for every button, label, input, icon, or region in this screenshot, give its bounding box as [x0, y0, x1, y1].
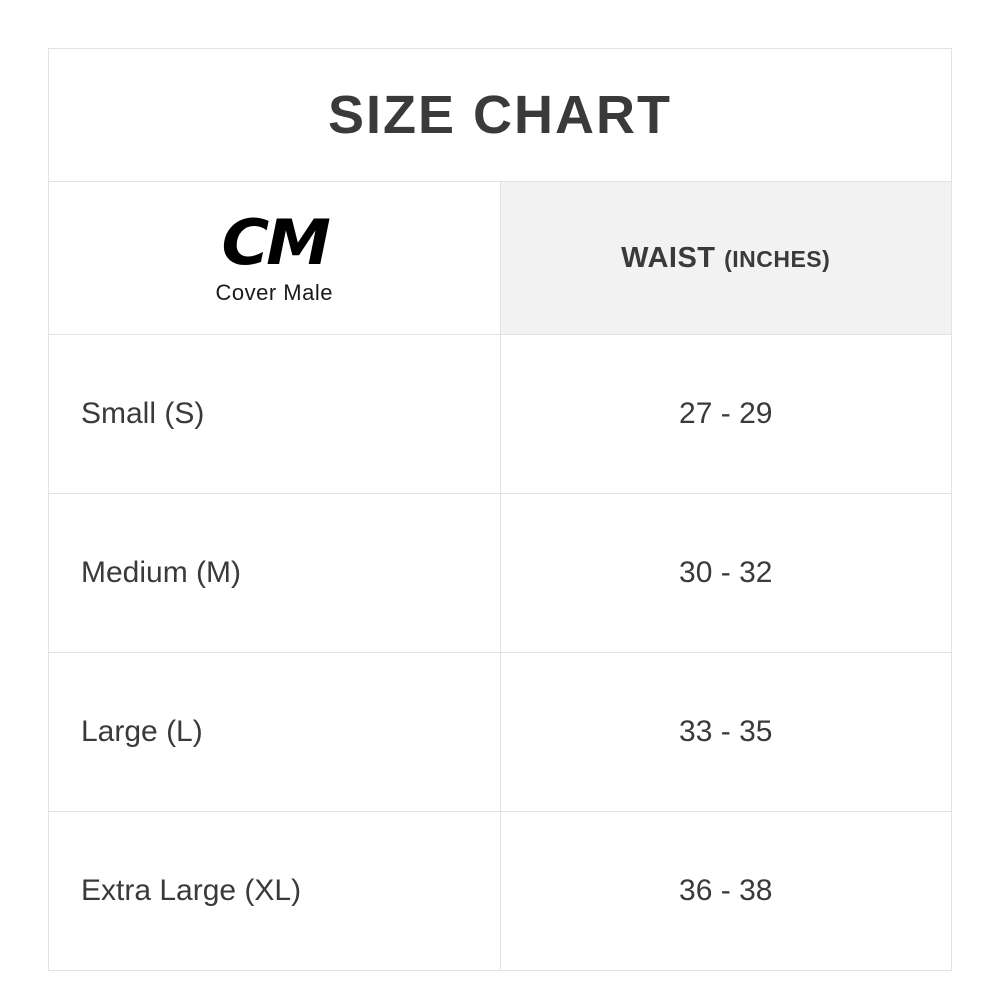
title-row	[49, 49, 951, 182]
size-chart-container	[48, 48, 952, 971]
waist-column-header	[500, 182, 951, 335]
page-title: SIZE CHART	[49, 49, 951, 182]
table-row	[49, 335, 951, 494]
logo-monogram: CM	[221, 206, 328, 279]
waist-value: 30 - 32	[500, 494, 951, 653]
logo-wordmark: Cover Male	[215, 280, 333, 305]
size-label: Medium (M)	[49, 494, 500, 653]
table-row	[49, 494, 951, 653]
cover-male-logo-icon	[49, 206, 500, 305]
waist-value: 27 - 29	[500, 335, 951, 494]
header-row	[49, 182, 951, 335]
size-label: Extra Large (XL)	[49, 812, 500, 971]
size-chart-table	[49, 49, 951, 970]
waist-header-unit: (INCHES)	[724, 245, 831, 272]
table-row	[49, 653, 951, 812]
size-label: Small (S)	[49, 335, 500, 494]
brand-logo-cell	[49, 182, 500, 335]
table-row	[49, 812, 951, 971]
size-label: Large (L)	[49, 653, 500, 812]
waist-value: 33 - 35	[500, 653, 951, 812]
waist-header-label: WAIST	[621, 241, 716, 274]
waist-value: 36 - 38	[679, 874, 773, 907]
